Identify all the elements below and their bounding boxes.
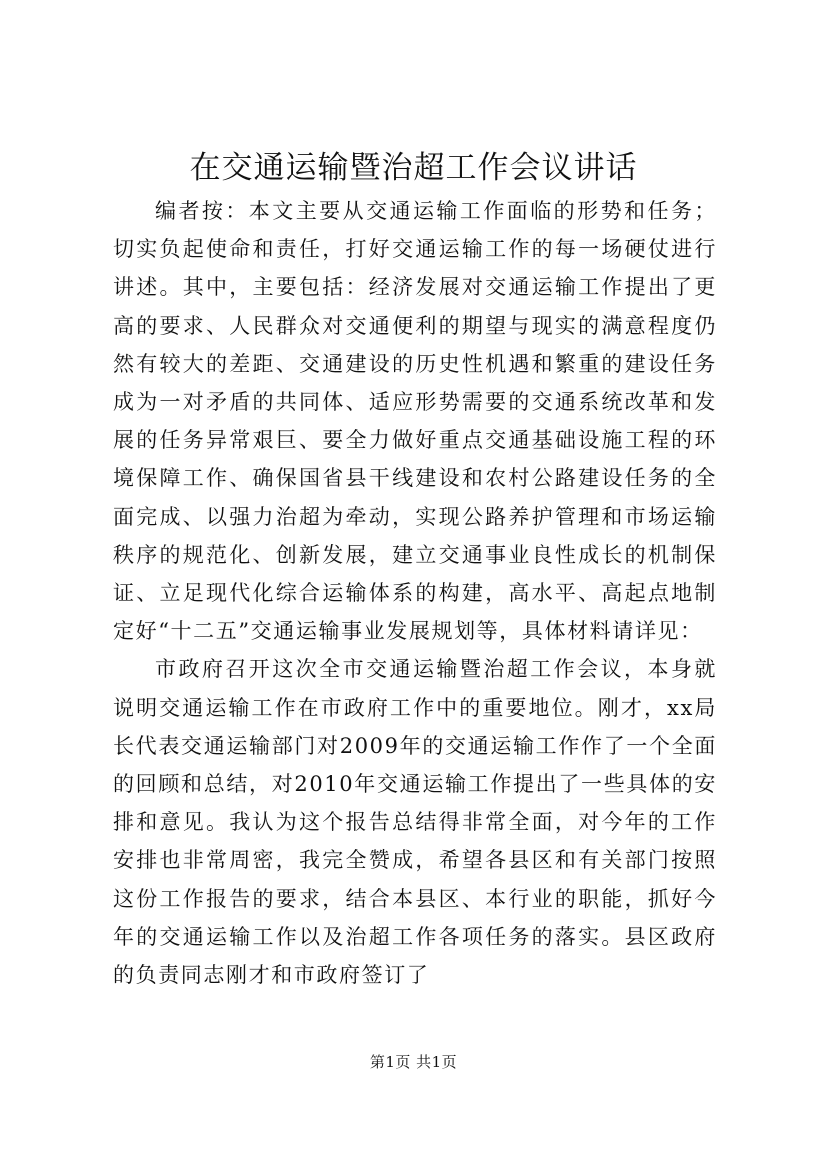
document-body <box>113 192 717 994</box>
editor-note-paragraph: 编者按：本文主要从交通运输工作面临的形势和任务；切实负起使命和责任，打好交通运输工作的每一场硬仗进行讲述。其中，主要包括：经济发展对交通运输工作提出了更高的要求、人民群众对交通便利的期望与现实的满意程度仍然有较大的差距、交通建设的历史性机遇和繁重的建设任务成为一对矛盾的共同体、适应形势需要的交通系统改革和发展的任务异常艰巨、要全力做好重点交通基础设施工程的环境保障工作、确保国省县干线建设和农村公路建设任务的全面完成、以强力治超为牵动，实现公路养护管理和市场运输秩序的规范化、创新发展，建立交通事业良性成长的机制保证、立足现代化综合运输体系的构建，高水平、高起点地制定好“十二五”交通运输事业发展规划等，具体材料请详见： <box>113 199 717 644</box>
page-footer: 第1页 共1页 <box>369 1053 458 1071</box>
speech-paragraph: 市政府召开这次全市交通运输暨治超工作会议，本身就说明交通运输工作在市政府工作中的重要地位。刚才，xx局长代表交通运输部门对2009年的交通运输工作作了一个全面的回顾和总结，对2010年交通运输工作提出了一些具体的安排和意见。我认为这个报告总结得非常全面，对今年的工作安排也非常周密，我完全赞成，希望各县区和有关部门按照这份工作报告的要求，结合本县区、本行业的职能，抓好今年的交通运输工作以及治超工作各项任务的落实。县区政府的负责同志刚才和市政府签订了 <box>113 657 717 988</box>
document-title: 在交通运输暨治超工作会议讲话 <box>189 150 638 186</box>
